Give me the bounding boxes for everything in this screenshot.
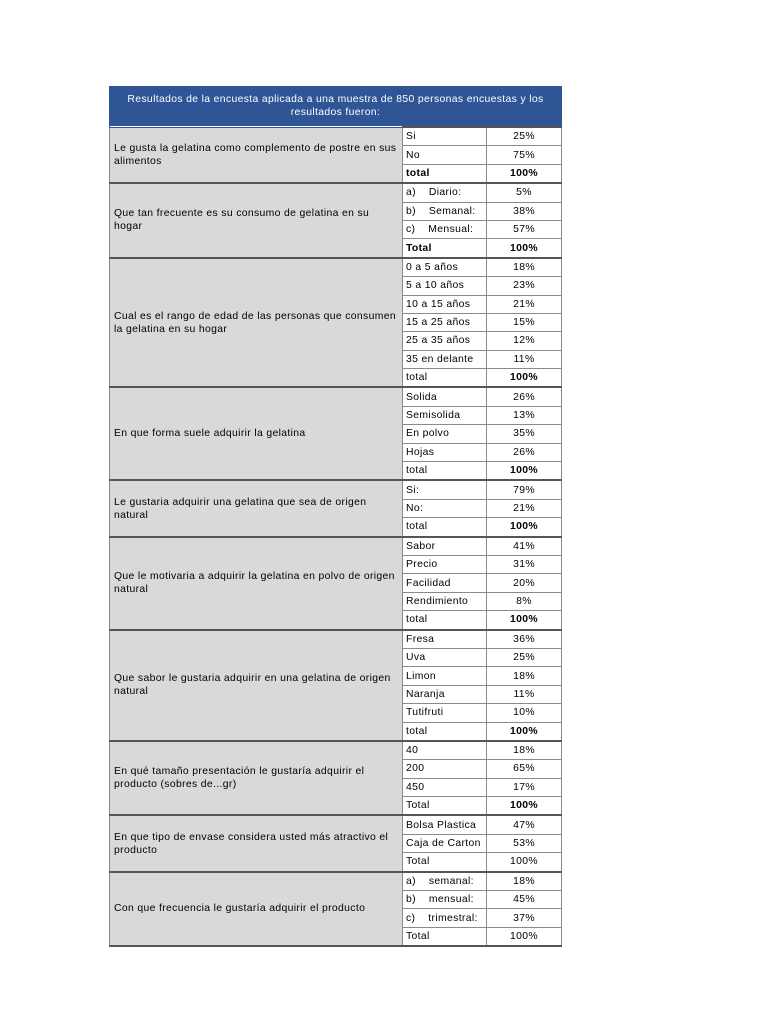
option-label: Fresa (403, 630, 487, 649)
question-cell: En qué tamaño presentación le gustaría adquirir el producto (sobres de...gr) (110, 741, 403, 816)
percentage-value: 18% (487, 741, 562, 760)
percentage-value: 26% (487, 387, 562, 406)
option-label: total (403, 518, 487, 537)
option-label: 35 en delante (403, 350, 487, 368)
percentage-value: 21% (487, 295, 562, 313)
percentage-value: 75% (487, 146, 562, 164)
question-cell: Con que frecuencia le gustaría adquirir el producto (110, 872, 403, 947)
option-label: No: (403, 499, 487, 517)
option-label: Facilidad (403, 574, 487, 592)
survey-results-table (109, 86, 562, 947)
option-label: Rendimiento (403, 592, 487, 610)
table-row (110, 537, 562, 556)
option-label: Sabor (403, 537, 487, 556)
question-cell: Que le motivaria a adquirir la gelatina en polvo de origen natural (110, 537, 403, 630)
option-label: Precio (403, 555, 487, 573)
option-label: Total (403, 239, 487, 258)
option-label: No (403, 146, 487, 164)
table-header-row (110, 87, 562, 128)
percentage-value: 26% (487, 443, 562, 461)
option-label: b) mensual: (403, 891, 487, 909)
table-row (110, 741, 562, 760)
percentage-value: 5% (487, 183, 562, 202)
percentage-value: 31% (487, 555, 562, 573)
option-label: total (403, 369, 487, 388)
option-label: total (403, 611, 487, 630)
option-label: Uva (403, 648, 487, 666)
percentage-value: 100% (487, 611, 562, 630)
percentage-value: 100% (487, 853, 562, 872)
option-label: Total (403, 927, 487, 946)
percentage-value: 11% (487, 685, 562, 703)
percentage-value: 20% (487, 574, 562, 592)
table-row (110, 630, 562, 649)
option-label: Total (403, 797, 487, 816)
percentage-value: 23% (487, 277, 562, 295)
table-row (110, 127, 562, 146)
percentage-value: 17% (487, 778, 562, 796)
table-title: Resultados de la encuesta aplicada a una muestra de 850 personas encuestas y los resultados fueron: (110, 87, 562, 128)
option-label: c) trimestral: (403, 909, 487, 927)
option-label: Hojas (403, 443, 487, 461)
table-row (110, 258, 562, 277)
option-label: Si (403, 127, 487, 146)
percentage-value: 100% (487, 518, 562, 537)
table-row (110, 183, 562, 202)
option-label: Bolsa Plastica (403, 815, 487, 834)
option-label: total (403, 462, 487, 481)
percentage-value: 41% (487, 537, 562, 556)
percentage-value: 25% (487, 127, 562, 146)
option-label: a) semanal: (403, 872, 487, 891)
percentage-value: 65% (487, 760, 562, 778)
option-label: Semisolida (403, 406, 487, 424)
percentage-value: 53% (487, 834, 562, 852)
percentage-value: 11% (487, 350, 562, 368)
percentage-value: 100% (487, 927, 562, 946)
percentage-value: 100% (487, 462, 562, 481)
percentage-value: 45% (487, 891, 562, 909)
percentage-value: 15% (487, 313, 562, 331)
percentage-value: 37% (487, 909, 562, 927)
percentage-value: 100% (487, 722, 562, 741)
question-cell: Que sabor le gustaria adquirir en una gelatina de origen natural (110, 630, 403, 741)
percentage-value: 100% (487, 239, 562, 258)
option-label: Solida (403, 387, 487, 406)
option-label: 5 a 10 años (403, 277, 487, 295)
option-label: En polvo (403, 425, 487, 443)
option-label: 40 (403, 741, 487, 760)
option-label: 0 a 5 años (403, 258, 487, 277)
percentage-value: 36% (487, 630, 562, 649)
percentage-value: 47% (487, 815, 562, 834)
percentage-value: 25% (487, 648, 562, 666)
option-label: 200 (403, 760, 487, 778)
percentage-value: 100% (487, 369, 562, 388)
question-cell: En que forma suele adquirir la gelatina (110, 387, 403, 480)
question-cell: En que tipo de envase considera usted más atractivo el producto (110, 815, 403, 871)
question-cell: Le gusta la gelatina como complemento de postre en sus alimentos (110, 127, 403, 183)
option-label: Caja de Carton (403, 834, 487, 852)
percentage-value: 12% (487, 332, 562, 350)
option-label: 15 a 25 años (403, 313, 487, 331)
percentage-value: 18% (487, 667, 562, 685)
percentage-value: 57% (487, 220, 562, 238)
percentage-value: 79% (487, 480, 562, 499)
question-cell: Le gustaria adquirir una gelatina que sea de origen natural (110, 480, 403, 536)
option-label: 450 (403, 778, 487, 796)
option-label: Naranja (403, 685, 487, 703)
option-label: 25 a 35 años (403, 332, 487, 350)
percentage-value: 100% (487, 797, 562, 816)
option-label: Total (403, 853, 487, 872)
option-label: total (403, 164, 487, 183)
option-label: 10 a 15 años (403, 295, 487, 313)
option-label: b) Semanal: (403, 202, 487, 220)
percentage-value: 13% (487, 406, 562, 424)
question-cell: Que tan frecuente es su consumo de gelatina en su hogar (110, 183, 403, 258)
option-label: total (403, 722, 487, 741)
percentage-value: 18% (487, 872, 562, 891)
percentage-value: 21% (487, 499, 562, 517)
option-label: c) Mensual: (403, 220, 487, 238)
table-row (110, 480, 562, 499)
question-cell: Cual es el rango de edad de las personas que consumen la gelatina en su hogar (110, 258, 403, 388)
table-row (110, 872, 562, 891)
percentage-value: 35% (487, 425, 562, 443)
percentage-value: 38% (487, 202, 562, 220)
percentage-value: 8% (487, 592, 562, 610)
percentage-value: 18% (487, 258, 562, 277)
table-row (110, 387, 562, 406)
table-row (110, 815, 562, 834)
survey-body (110, 127, 562, 946)
option-label: a) Diario: (403, 183, 487, 202)
option-label: Limon (403, 667, 487, 685)
percentage-value: 100% (487, 164, 562, 183)
percentage-value: 10% (487, 704, 562, 722)
option-label: Si: (403, 480, 487, 499)
option-label: Tutifruti (403, 704, 487, 722)
